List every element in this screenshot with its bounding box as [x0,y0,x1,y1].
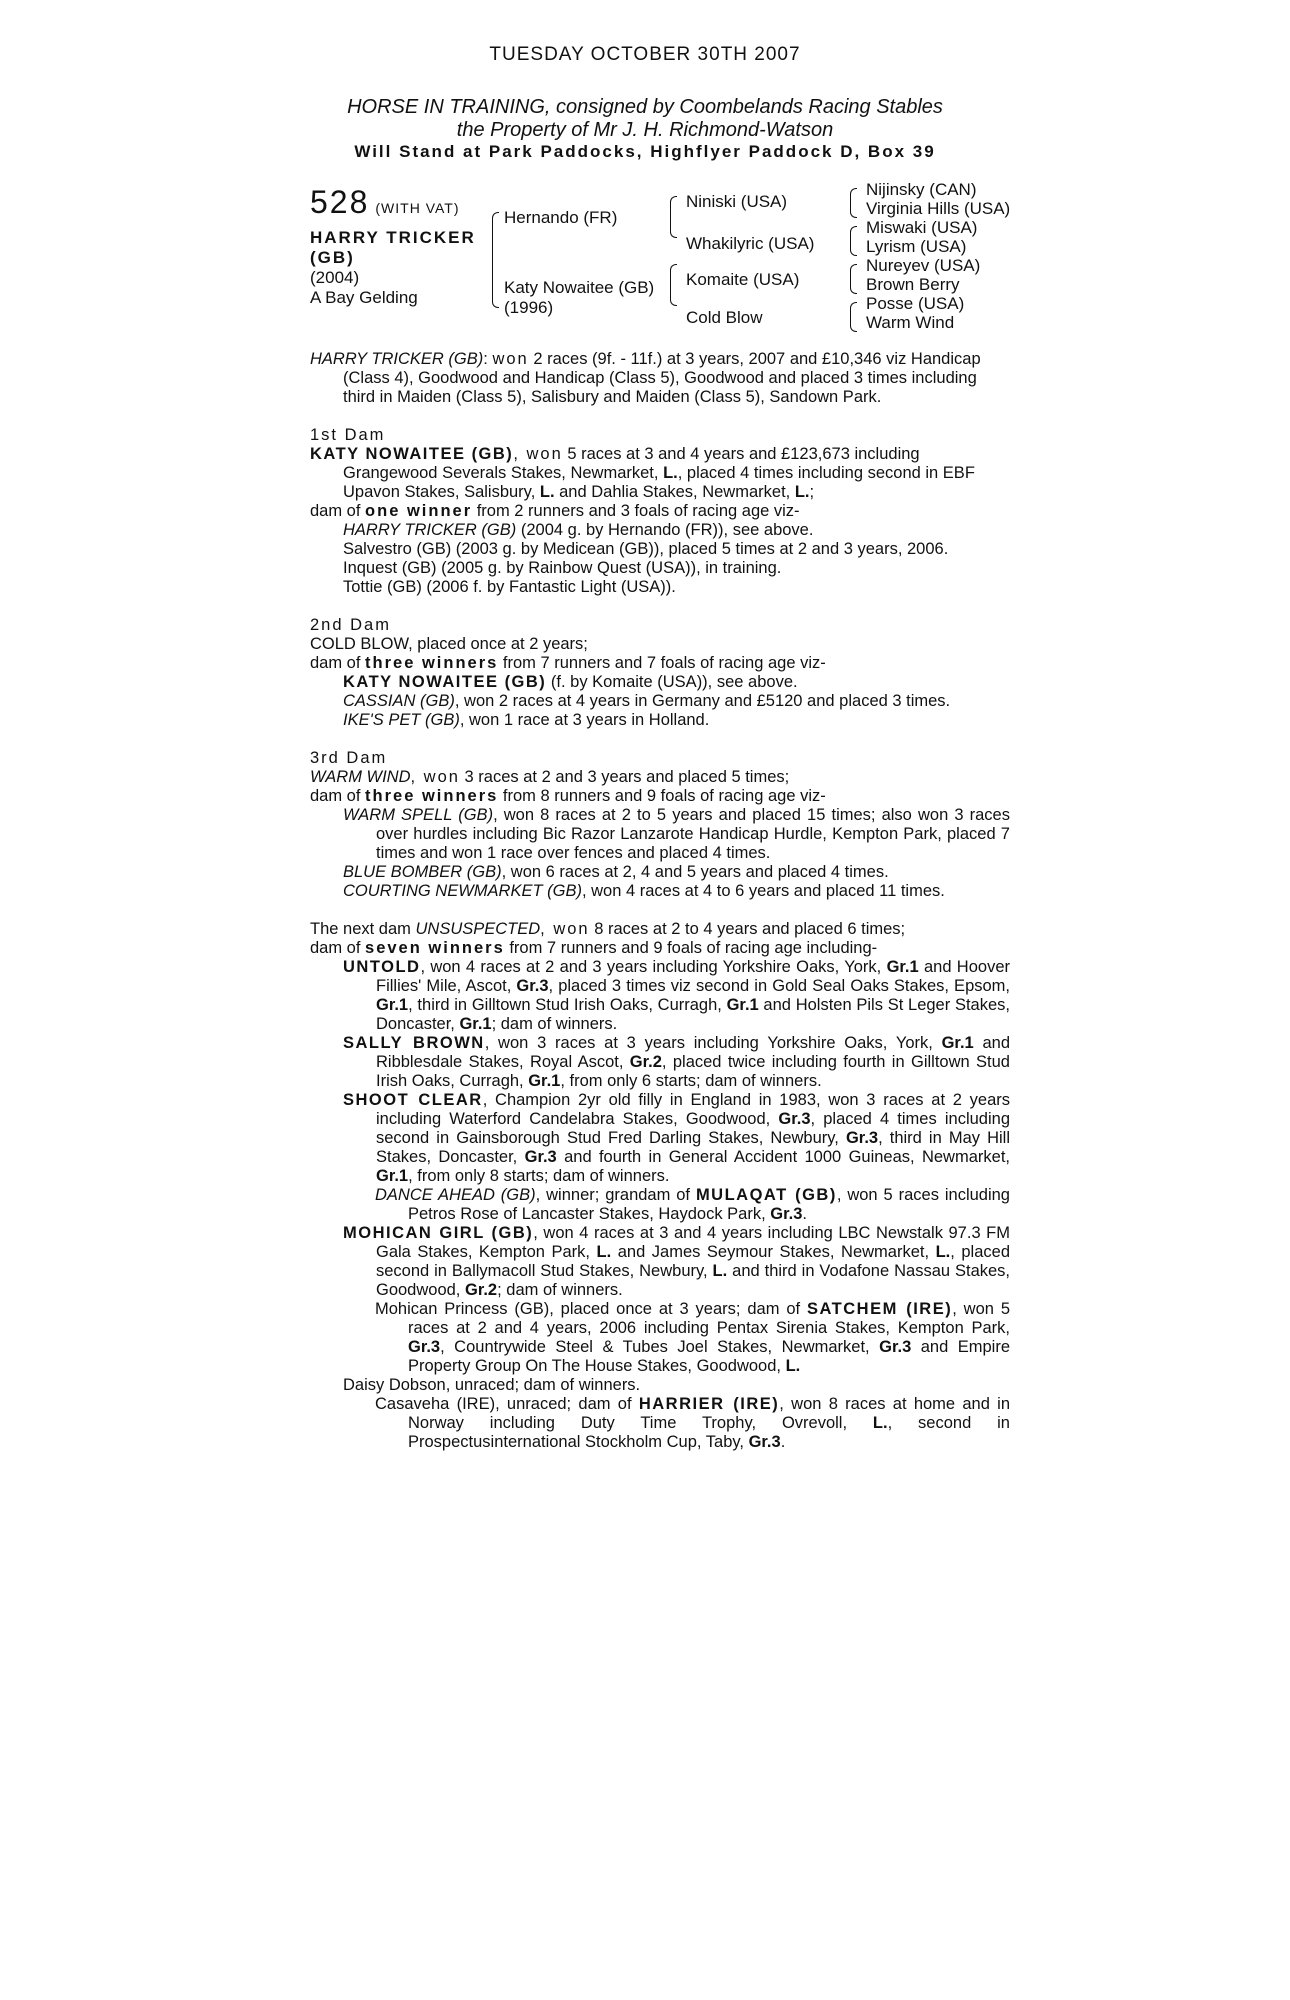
dam-dam-dam: Warm Wind [866,313,955,332]
progeny-entry [310,521,1010,540]
progeny-name: BLUE BOMBER (GB) [343,863,502,881]
text: , second in Prospectusinternational Stockholm Cup, Taby, [408,1414,1010,1451]
group-mark: Gr.3 [516,977,549,995]
text: from 8 runners and 9 foals of racing age viz- [498,787,826,805]
dam-sire: Komaite (USA) [686,270,800,289]
progeny-entry [310,692,1010,711]
stabling-line: Will Stand at Park Paddocks, Highflyer Paddock D, Box 39 [354,142,936,161]
dam-dam: Cold Blow [686,308,763,327]
sire-sire-sire: Nijinsky (CAN) [866,180,977,199]
group-mark: Gr.1 [726,996,759,1014]
lot-vat: (WITH VAT) [375,200,460,216]
pedigree-brace [492,212,499,308]
text: , Countrywide Steel & Tubes Joel Stakes, Newmarket, [440,1338,880,1356]
sire-sire-dam: Virginia Hills (USA) [866,199,1011,218]
text: , won 4 races at 4 to 6 years and placed 11 times. [581,882,945,900]
group-mark: Gr.1 [886,958,919,976]
progeny-entry [310,863,1010,882]
dam-of-line [310,939,1010,958]
pedigree-brace [850,264,857,294]
text: . [802,1205,807,1223]
text: Mohican Princess (GB), placed once at 3 years; dam of [375,1300,807,1318]
progeny-name: DANCE AHEAD (GB) [375,1186,536,1204]
text: . [780,1433,786,1451]
text: and James Seymour Stakes, Newmarket, [611,1243,936,1261]
listed-mark: L. [785,1357,801,1375]
group-mark: Gr.3 [879,1338,912,1356]
progeny-entry: Salvestro (GB) (2003 g. by Medicean (GB)), placed 5 times at 2 and 3 years, 2006. [343,540,949,558]
section-heading: 1st Dam [310,426,386,444]
listed-mark: L. [794,483,810,501]
text: , won 3 races at 3 years including Yorkshire Oaks, York, [484,1034,942,1052]
progeny-entry [310,958,1010,1034]
listed-mark: L. [872,1414,888,1432]
dam-record [310,920,1010,939]
progeny-name: SATCHEM (IRE) [806,1300,953,1318]
progeny-entry [310,1091,1010,1186]
won-text: , won [540,920,590,938]
dam-sire-dam: Brown Berry [866,275,960,294]
group-mark: Gr.3 [778,1110,811,1128]
progeny-name: CASSIAN (GB) [343,692,455,710]
group-mark: Gr.1 [376,1167,409,1185]
dam-dam-sire: Posse (USA) [866,294,965,313]
progeny-entry [310,1300,1010,1376]
sale-date: TUESDAY OCTOBER 30TH 2007 [489,44,801,65]
group-mark: Gr.3 [408,1338,441,1356]
text: , won 4 races at 2 and 3 years including Yorkshire Oaks, York, [420,958,887,976]
horse-name-line2: (GB) [310,248,355,267]
text: , won 4 races at 3 and 4 years including LBC Newstalk 97.3 FM Gala Stakes, Kempton Park, [376,1224,1010,1261]
text: dam of [310,502,366,520]
won-text: , won [410,768,460,786]
text: , winner; grandam of [535,1186,696,1204]
dam-record: COLD BLOW, placed once at 2 years; [310,635,588,653]
text: dam of [310,939,366,957]
pedigree-brace [670,196,677,238]
text: and Holsten Pils St Leger Stakes, Doncaster, [376,996,1010,1033]
group-mark: Gr.3 [845,1129,879,1147]
progeny-name: WARM SPELL (GB) [343,806,494,824]
pedigree-brace [850,188,857,218]
horse-name-italic: HARRY TRICKER (GB) [310,350,484,368]
text: , won 5 races including Petros Rose of Lancaster Stakes, Haydock Park, [408,1186,1010,1223]
winner-count: three winners [365,787,499,805]
text: , won 6 races at 2, 4 and 5 years and placed 4 times. [501,863,889,881]
text: and fourth in General Accident 1000 Guineas, Newmarket, [556,1148,1010,1166]
sire-sire: Niniski (USA) [686,192,788,211]
text: ; dam of winners. [497,1281,623,1299]
group-mark: Gr.2 [464,1281,498,1299]
pedigree-brace [670,264,677,306]
consignment-line: HORSE IN TRAINING, consigned by Coombelands Racing Stables [347,96,943,118]
listed-mark: L. [539,483,555,501]
text: , placed 4 times including second in Gainsborough Stud Fred Darling Stakes, Newbury, [376,1110,1010,1147]
dam-name: KATY NOWAITEE (GB) [310,445,514,463]
progeny-entry [310,1395,1010,1452]
listed-mark: L. [935,1243,951,1261]
sire-name: Hernando (FR) [504,208,618,227]
text: and Dahlia Stakes, Newmarket, [554,483,795,501]
group-mark: Gr.3 [748,1433,781,1451]
winner-count: seven winners [365,939,505,957]
intro-text: 2 races (9f. - 11f.) at 3 years, 2007 and £10,346 viz Handicap (Class 4), Goodwood and Handicap (Class 5), Goodwood and placed 3 times including third in Maiden (Class 5), Salisbury and Maiden (Class 5), Sandown Park. [343,350,981,406]
winner-count: one winner [365,502,473,520]
text: 8 races at 2 to 4 years and placed 6 times; [589,920,906,938]
text: (f. by Komaite (USA)), see above. [546,673,798,691]
sire-dam: Whakilyric (USA) [686,234,815,253]
text: dam of [310,787,366,805]
horse-year: (2004) [310,268,360,287]
text: The next dam [310,920,416,938]
pedigree-brace [850,226,857,256]
progeny-name: SHOOT CLEAR [343,1091,483,1109]
horse-description: A Bay Gelding [310,288,418,307]
lot-number-block [310,184,460,221]
text: dam of [310,654,366,672]
progeny-name: UNTOLD [343,958,421,976]
pedigree-brace [850,302,857,332]
sire-dam-dam: Lyrism (USA) [866,237,967,256]
progeny-entry [310,1186,1010,1224]
text: and third in Vodafone Nassau Stakes, Goodwood, [376,1262,1011,1299]
progeny-entry [310,711,1010,730]
progeny-name: MULAQAT (GB) [695,1186,837,1204]
listed-mark: L. [663,464,678,482]
group-mark: Gr.1 [459,1015,492,1033]
group-mark: Gr.1 [528,1072,561,1090]
text: Casaveha (IRE), unraced; dam of [375,1395,639,1413]
text: (2004 g. by Hernando (FR)), see above. [516,521,814,539]
listed-mark: L. [596,1243,612,1261]
pedigree-table [310,180,1011,344]
text: and Hoover Fillies' Mile, Ascot, [376,958,1010,995]
winner-count: three winners [365,654,499,672]
text: from 7 runners and 9 foals of racing age including- [504,939,878,957]
progeny-name: KATY NOWAITEE (GB) [343,673,547,691]
won-text: won [492,350,529,368]
text: from 7 runners and 7 foals of racing age viz- [498,654,826,672]
text: , won 8 races at home and in Norway including Duty Time Trophy, Ovrevoll, [408,1395,1011,1432]
progeny-entry [310,673,1010,692]
dam-record [310,768,1010,787]
group-mark: Gr.2 [629,1053,662,1071]
group-mark: Gr.1 [376,996,409,1014]
intro-paragraph [310,350,1010,407]
text: ; dam of winners. [491,1015,618,1033]
group-mark: Gr.3 [524,1148,557,1166]
dam-year: (1996) [504,298,554,317]
group-mark: Gr.1 [941,1034,974,1052]
text: : [483,350,488,368]
horse-name-line1: HARRY TRICKER [310,228,476,247]
text: ; [809,483,815,501]
text: , won 2 races at 4 years in Germany and £5120 and placed 3 times. [454,692,951,710]
section-heading: 2nd Dam [310,616,391,634]
dam-sire-sire: Nureyev (USA) [866,256,981,275]
progeny-entry [310,806,1010,863]
dam-of-line [310,502,1010,521]
horse-name [310,228,476,268]
progeny-entry: Daisy Dobson, unraced; dam of winners. [343,1376,641,1394]
text: 3 races at 2 and 3 years and placed 5 times; [459,768,790,786]
progeny-name: HARRY TRICKER (GB) [343,521,517,539]
catalogue-body [310,350,1010,1452]
first-dam-section [310,426,1010,597]
listed-mark: L. [712,1262,728,1280]
dam-record [310,445,1010,502]
progeny-name: HARRIER (IRE) [638,1395,780,1413]
dam-of-line [310,787,1010,806]
text: , placed 4 times including second in EBF Upavon Stakes, Salisbury, [343,464,975,501]
text: , from only 6 starts; dam of winners. [560,1072,822,1090]
sire-dam-sire: Miswaki (USA) [866,218,978,237]
progeny-entry [310,1034,1010,1091]
next-dam-section [310,920,1010,1452]
text: , Champion 2yr old filly in England in 1983, won 3 races at 2 years including Waterford Candelabra Stakes, Goodwood, [376,1091,1010,1128]
text: and Ribblesdale Stakes, Royal Ascot, [376,1034,1010,1071]
text: , won 5 races at 2 and 4 years, 2006 including Pentax Sirenia Stakes, Kempton Park, [408,1300,1010,1337]
text: , placed 3 times viz second in Gold Seal Oaks Stakes, Epsom, [548,977,1010,995]
owner-line: the Property of Mr J. H. Richmond-Watson [456,119,834,141]
progeny-entry [310,882,1010,901]
progeny-name: MOHICAN GIRL (GB) [343,1224,534,1242]
text: 5 races at 3 and 4 years and £123,673 including Grangewood Severals Stakes, Newmarket, [343,445,920,482]
dam-name: Katy Nowaitee (GB) [504,278,655,297]
dam-name: UNSUSPECTED [415,920,541,938]
lot-number: 528 [310,184,370,220]
progeny-entry: Tottie (GB) (2006 f. by Fantastic Light (USA)). [343,578,676,596]
text: from 2 runners and 3 foals of racing age viz- [472,502,800,520]
group-mark: Gr.3 [770,1205,803,1223]
text: , third in May Hill Stakes, Doncaster, [376,1129,1010,1166]
progeny-name: IKE'S PET (GB) [343,711,460,729]
text: and Empire Property Group On The House Stakes, Goodwood, [408,1338,1011,1375]
text: , won 1 race at 3 years in Holland. [459,711,710,729]
text: , placed twice including fourth in Gilltown Stud Irish Oaks, Curragh, [376,1053,1010,1090]
progeny-entry: Inquest (GB) (2005 g. by Rainbow Quest (USA)), in training. [343,559,782,577]
dam-of-line [310,654,1010,673]
text: , from only 8 starts; dam of winners. [408,1167,670,1185]
progeny-entry [310,1224,1010,1300]
progeny-name: COURTING NEWMARKET (GB) [343,882,582,900]
section-heading: 3rd Dam [310,749,388,767]
text: , placed second in Ballymacoll Stud Stakes, Newbury, [376,1243,1010,1280]
third-dam-section [310,749,1010,901]
catalogue-page [310,44,1010,1452]
won-text: , won [513,445,563,463]
text: , third in Gilltown Stud Irish Oaks, Curragh, [408,996,727,1014]
dam-name: WARM WIND [310,768,411,786]
text: , won 8 races at 2 to 5 years and placed 15 times; also won 3 races over hurdles including Bic Razor Lanzarote Handicap Hurdle, Kempton Park, placed 7 times and won 1 race over fences and placed 4 times. [376,806,1010,862]
progeny-name: SALLY BROWN [343,1034,485,1052]
second-dam-section [310,616,1010,730]
